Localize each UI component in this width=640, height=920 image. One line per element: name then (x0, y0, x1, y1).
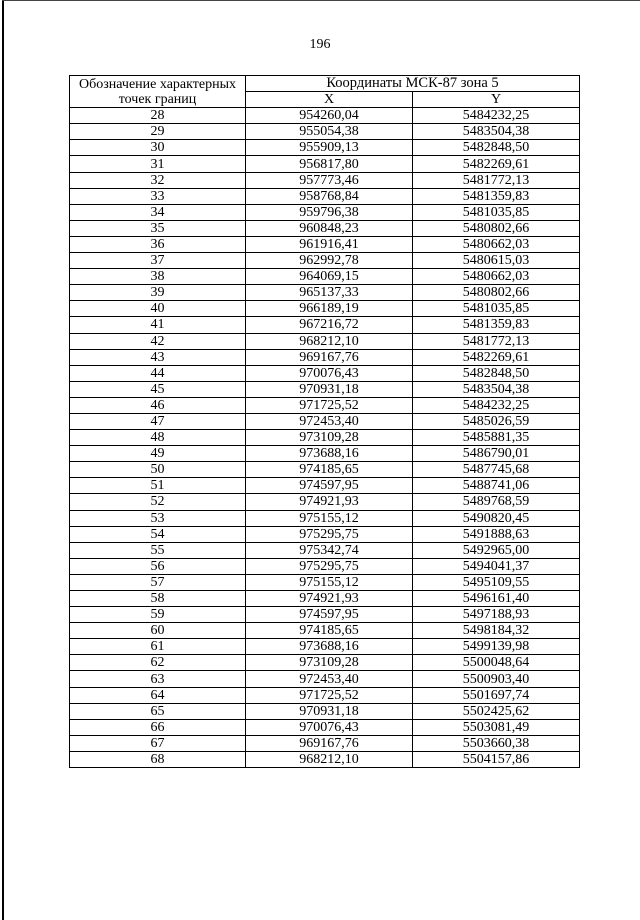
point-number-cell: 42 (70, 333, 246, 349)
table-row (70, 220, 580, 236)
y-coordinate-cell: 5481772,13 (413, 333, 580, 349)
point-number-cell: 55 (70, 542, 246, 558)
point-number-cell: 61 (70, 639, 246, 655)
point-number-cell: 45 (70, 381, 246, 397)
point-number-cell: 54 (70, 526, 246, 542)
table-row (70, 542, 580, 558)
y-coordinate-cell: 5498184,32 (413, 623, 580, 639)
x-coordinate-cell: 975155,12 (246, 574, 413, 590)
x-coordinate-cell: 960848,23 (246, 220, 413, 236)
x-coordinate-cell: 968212,10 (246, 333, 413, 349)
x-coordinate-cell: 974185,65 (246, 462, 413, 478)
header-points: Обозначение характерных точек границ (70, 76, 246, 108)
x-coordinate-cell: 969167,76 (246, 349, 413, 365)
point-number-cell: 30 (70, 140, 246, 156)
header-x: X (246, 92, 413, 108)
x-coordinate-cell: 971725,52 (246, 687, 413, 703)
x-coordinate-cell: 959796,38 (246, 204, 413, 220)
point-number-cell: 43 (70, 349, 246, 365)
table-row (70, 494, 580, 510)
table-row (70, 317, 580, 333)
point-number-cell: 52 (70, 494, 246, 510)
table-row (70, 397, 580, 413)
point-number-cell: 47 (70, 413, 246, 429)
y-coordinate-cell: 5482269,61 (413, 349, 580, 365)
y-coordinate-cell: 5483504,38 (413, 124, 580, 140)
y-coordinate-cell: 5500048,64 (413, 655, 580, 671)
header-coordinate-system: Координаты МСК-87 зона 5 (246, 76, 580, 92)
table-row (70, 269, 580, 285)
y-coordinate-cell: 5480662,03 (413, 236, 580, 252)
scan-edge-top (2, 0, 640, 1)
x-coordinate-cell: 970931,18 (246, 703, 413, 719)
point-number-cell: 35 (70, 220, 246, 236)
y-coordinate-cell: 5480802,66 (413, 220, 580, 236)
y-coordinate-cell: 5501697,74 (413, 687, 580, 703)
table-row (70, 204, 580, 220)
table-row (70, 285, 580, 301)
y-coordinate-cell: 5480802,66 (413, 285, 580, 301)
table-row (70, 333, 580, 349)
point-number-cell: 31 (70, 156, 246, 172)
y-coordinate-cell: 5491888,63 (413, 526, 580, 542)
point-number-cell: 56 (70, 558, 246, 574)
y-coordinate-cell: 5494041,37 (413, 558, 580, 574)
table-row (70, 172, 580, 188)
x-coordinate-cell: 970076,43 (246, 719, 413, 735)
y-coordinate-cell: 5502425,62 (413, 703, 580, 719)
table-row (70, 430, 580, 446)
point-number-cell: 50 (70, 462, 246, 478)
y-coordinate-cell: 5480662,03 (413, 269, 580, 285)
x-coordinate-cell: 954260,04 (246, 108, 413, 124)
table-row (70, 108, 580, 124)
table-row (70, 462, 580, 478)
x-coordinate-cell: 972453,40 (246, 413, 413, 429)
y-coordinate-cell: 5481359,83 (413, 188, 580, 204)
y-coordinate-cell: 5485881,35 (413, 430, 580, 446)
y-coordinate-cell: 5482848,50 (413, 140, 580, 156)
x-coordinate-cell: 970931,18 (246, 381, 413, 397)
point-number-cell: 51 (70, 478, 246, 494)
x-coordinate-cell: 974921,93 (246, 591, 413, 607)
y-coordinate-cell: 5495109,55 (413, 574, 580, 590)
y-coordinate-cell: 5488741,06 (413, 478, 580, 494)
table-row (70, 607, 580, 623)
y-coordinate-cell: 5486790,01 (413, 446, 580, 462)
x-coordinate-cell: 968212,10 (246, 751, 413, 767)
table-row (70, 574, 580, 590)
table-row (70, 188, 580, 204)
x-coordinate-cell: 975342,74 (246, 542, 413, 558)
x-coordinate-cell: 974597,95 (246, 478, 413, 494)
y-coordinate-cell: 5483504,38 (413, 381, 580, 397)
y-coordinate-cell: 5481035,85 (413, 301, 580, 317)
point-number-cell: 67 (70, 735, 246, 751)
table-body (70, 108, 580, 768)
x-coordinate-cell: 966189,19 (246, 301, 413, 317)
point-number-cell: 32 (70, 172, 246, 188)
table-row (70, 124, 580, 140)
point-number-cell: 57 (70, 574, 246, 590)
table-row (70, 413, 580, 429)
x-coordinate-cell: 975155,12 (246, 510, 413, 526)
table-row (70, 526, 580, 542)
table-row (70, 446, 580, 462)
table-row (70, 510, 580, 526)
x-coordinate-cell: 973109,28 (246, 655, 413, 671)
y-coordinate-cell: 5497188,93 (413, 607, 580, 623)
table-row (70, 719, 580, 735)
point-number-cell: 34 (70, 204, 246, 220)
x-coordinate-cell: 973688,16 (246, 639, 413, 655)
table-row (70, 381, 580, 397)
point-number-cell: 37 (70, 253, 246, 269)
point-number-cell: 64 (70, 687, 246, 703)
table-row (70, 655, 580, 671)
y-coordinate-cell: 5503660,38 (413, 735, 580, 751)
point-number-cell: 60 (70, 623, 246, 639)
table-row (70, 639, 580, 655)
x-coordinate-cell: 961916,41 (246, 236, 413, 252)
x-coordinate-cell: 974185,65 (246, 623, 413, 639)
coordinates-table (69, 75, 580, 768)
point-number-cell: 38 (70, 269, 246, 285)
y-coordinate-cell: 5487745,68 (413, 462, 580, 478)
header-y: Y (413, 92, 580, 108)
table-row (70, 687, 580, 703)
y-coordinate-cell: 5496161,40 (413, 591, 580, 607)
point-number-cell: 66 (70, 719, 246, 735)
table-row (70, 140, 580, 156)
point-number-cell: 59 (70, 607, 246, 623)
point-number-cell: 68 (70, 751, 246, 767)
point-number-cell: 39 (70, 285, 246, 301)
point-number-cell: 44 (70, 365, 246, 381)
point-number-cell: 36 (70, 236, 246, 252)
scan-edge-left (2, 0, 4, 920)
point-number-cell: 46 (70, 397, 246, 413)
y-coordinate-cell: 5482848,50 (413, 365, 580, 381)
table-row (70, 253, 580, 269)
y-coordinate-cell: 5484232,25 (413, 397, 580, 413)
header-row-main (70, 76, 580, 92)
table-row (70, 301, 580, 317)
y-coordinate-cell: 5481772,13 (413, 172, 580, 188)
x-coordinate-cell: 975295,75 (246, 558, 413, 574)
y-coordinate-cell: 5485026,59 (413, 413, 580, 429)
x-coordinate-cell: 975295,75 (246, 526, 413, 542)
table-row (70, 349, 580, 365)
y-coordinate-cell: 5484232,25 (413, 108, 580, 124)
point-number-cell: 63 (70, 671, 246, 687)
point-number-cell: 53 (70, 510, 246, 526)
x-coordinate-cell: 969167,76 (246, 735, 413, 751)
y-coordinate-cell: 5504157,86 (413, 751, 580, 767)
x-coordinate-cell: 962992,78 (246, 253, 413, 269)
x-coordinate-cell: 958768,84 (246, 188, 413, 204)
y-coordinate-cell: 5499139,98 (413, 639, 580, 655)
y-coordinate-cell: 5490820,45 (413, 510, 580, 526)
table-row (70, 671, 580, 687)
x-coordinate-cell: 955054,38 (246, 124, 413, 140)
table-row (70, 735, 580, 751)
table-row (70, 365, 580, 381)
y-coordinate-cell: 5503081,49 (413, 719, 580, 735)
x-coordinate-cell: 973109,28 (246, 430, 413, 446)
table-row (70, 751, 580, 767)
point-number-cell: 33 (70, 188, 246, 204)
table-row (70, 478, 580, 494)
y-coordinate-cell: 5492965,00 (413, 542, 580, 558)
x-coordinate-cell: 965137,33 (246, 285, 413, 301)
x-coordinate-cell: 964069,15 (246, 269, 413, 285)
table-row (70, 558, 580, 574)
y-coordinate-cell: 5489768,59 (413, 494, 580, 510)
table-row (70, 623, 580, 639)
x-coordinate-cell: 957773,46 (246, 172, 413, 188)
table-row (70, 591, 580, 607)
x-coordinate-cell: 971725,52 (246, 397, 413, 413)
x-coordinate-cell: 955909,13 (246, 140, 413, 156)
x-coordinate-cell: 970076,43 (246, 365, 413, 381)
x-coordinate-cell: 974921,93 (246, 494, 413, 510)
y-coordinate-cell: 5481035,85 (413, 204, 580, 220)
y-coordinate-cell: 5482269,61 (413, 156, 580, 172)
x-coordinate-cell: 967216,72 (246, 317, 413, 333)
point-number-cell: 58 (70, 591, 246, 607)
x-coordinate-cell: 956817,80 (246, 156, 413, 172)
point-number-cell: 29 (70, 124, 246, 140)
x-coordinate-cell: 974597,95 (246, 607, 413, 623)
table-row (70, 236, 580, 252)
point-number-cell: 62 (70, 655, 246, 671)
x-coordinate-cell: 972453,40 (246, 671, 413, 687)
x-coordinate-cell: 973688,16 (246, 446, 413, 462)
point-number-cell: 49 (70, 446, 246, 462)
point-number-cell: 48 (70, 430, 246, 446)
y-coordinate-cell: 5500903,40 (413, 671, 580, 687)
point-number-cell: 41 (70, 317, 246, 333)
point-number-cell: 40 (70, 301, 246, 317)
table-row (70, 156, 580, 172)
point-number-cell: 65 (70, 703, 246, 719)
point-number-cell: 28 (70, 108, 246, 124)
y-coordinate-cell: 5481359,83 (413, 317, 580, 333)
page-number: 196 (309, 37, 331, 52)
y-coordinate-cell: 5480615,03 (413, 253, 580, 269)
table-row (70, 703, 580, 719)
